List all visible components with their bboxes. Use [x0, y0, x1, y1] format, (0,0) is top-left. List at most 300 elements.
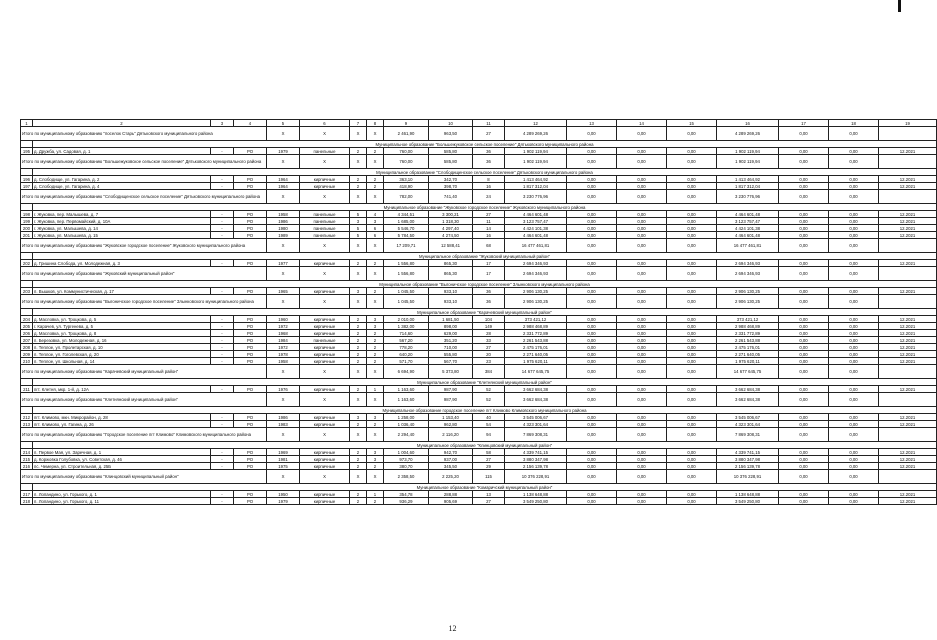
table-cell: 418,90 [384, 183, 429, 190]
table-row [21, 260, 937, 267]
table-cell: - [211, 414, 234, 421]
table-cell: 12.2021 [879, 337, 937, 344]
table-cell: 0,00 [567, 190, 617, 204]
table-cell: 0,00 [617, 358, 667, 365]
table-cell: РО [234, 176, 267, 183]
table-cell: 2 [350, 316, 367, 323]
table-cell: 0,00 [567, 176, 617, 183]
table-cell: 2 [350, 183, 367, 190]
table-cell: 0,00 [779, 211, 829, 218]
table-cell: X [267, 295, 300, 309]
table-cell: 0,00 [667, 337, 717, 344]
subtotal-label: Итого по муниципальному образованию "Карачевский муниципальный район" [21, 365, 267, 379]
table-cell: 1 382,00 [384, 323, 429, 330]
table-cell: 2 [367, 183, 384, 190]
column-number-cell: 8 [367, 120, 384, 127]
table-cell: 933,10 [429, 288, 473, 295]
table-cell: 0,00 [567, 239, 617, 253]
table-cell: 0,00 [829, 463, 879, 470]
table-cell: - [211, 288, 234, 295]
table-cell: 962,80 [429, 421, 473, 428]
table-cell: 1969 [267, 449, 300, 456]
table-cell: - [211, 358, 234, 365]
table-cell: 0,00 [829, 498, 879, 505]
table-cell: 0,00 [779, 358, 829, 365]
table-cell: 3 230 776,96 [505, 190, 567, 204]
table-cell: 0,00 [829, 414, 879, 421]
table-cell [879, 239, 937, 253]
table-cell: 12.2021 [879, 323, 937, 330]
table-cell: 2 358,50 [384, 470, 429, 484]
table-cell: кирпичные [300, 288, 350, 295]
table-cell: 0,00 [617, 337, 667, 344]
table-cell: 380,70 [384, 463, 429, 470]
column-number-cell: 1 [21, 120, 33, 127]
table-row [21, 498, 937, 505]
table-cell: 2 906 130,25 [505, 288, 567, 295]
table-cell: 2 694 346,93 [717, 260, 779, 267]
table-cell: 351,20 [429, 337, 473, 344]
table-cell: 0,00 [829, 260, 879, 267]
table-cell: 0,00 [617, 456, 667, 463]
table-cell: 0,00 [667, 456, 717, 463]
table-cell: 2 225,20 [429, 470, 473, 484]
column-number-cell: 3 [211, 120, 234, 127]
table-cell: 1 902 119,94 [717, 155, 779, 169]
table-cell: РО [234, 316, 267, 323]
table-cell: 0,00 [617, 330, 667, 337]
table-cell: 288,88 [429, 491, 473, 498]
subtotal-row [21, 190, 937, 204]
table-cell: 2 [367, 498, 384, 505]
table-cell: X [300, 470, 350, 484]
table-cell: панельные [300, 211, 350, 218]
table-cell: 2 [350, 176, 367, 183]
table-cell: 0,00 [567, 155, 617, 169]
table-cell: 2 [367, 176, 384, 183]
table-cell: 865,30 [429, 267, 473, 281]
table-cell: 1964 [267, 183, 300, 190]
table-cell: 12.2021 [879, 260, 937, 267]
table-cell: - [211, 498, 234, 505]
table-cell: 0,00 [617, 148, 667, 155]
subtotal-label: Итого по муниципальному образованию "Клинцовский муниципальный район" [21, 470, 267, 484]
table-cell: 1 004,60 [384, 449, 429, 456]
table-cell: X [350, 470, 367, 484]
subtotal-label: Итого по муниципальному образованию "Клетнянский муниципальный район" [21, 393, 267, 407]
table-cell: 0,00 [667, 428, 717, 442]
table-row [21, 351, 937, 358]
table-cell: 0,00 [779, 351, 829, 358]
table-cell: 3 [350, 288, 367, 295]
table-cell: X [350, 295, 367, 309]
table-cell: 0,00 [829, 344, 879, 351]
subtotal-row [21, 470, 937, 484]
table-cell: 211 [21, 386, 33, 393]
table-cell: 1972 [267, 323, 300, 330]
table-cell: 0,00 [617, 190, 667, 204]
table-cell: 12.2021 [879, 456, 937, 463]
table-cell: 68 [473, 239, 505, 253]
table-cell: 1964 [267, 176, 300, 183]
table-cell: кирпичные [300, 491, 350, 498]
table-cell: 3 880 347,98 [717, 456, 779, 463]
table-cell: X [267, 267, 300, 281]
table-cell: кирпичные [300, 351, 350, 358]
table-cell: 0,00 [667, 190, 717, 204]
table-cell: 209 [21, 351, 33, 358]
table-cell: 0,00 [617, 421, 667, 428]
column-number-cell: 9 [384, 120, 429, 127]
table-cell: 1 817 312,04 [505, 183, 567, 190]
table-cell: X [367, 393, 384, 407]
table-cell: 710,00 [429, 344, 473, 351]
column-number-cell: 7 [350, 120, 367, 127]
table-cell: 0,00 [617, 323, 667, 330]
table-cell: 0,00 [567, 183, 617, 190]
table-cell: 1980 [267, 225, 300, 232]
table-cell: 12.2021 [879, 218, 937, 225]
table-cell: X [350, 190, 367, 204]
table-row [21, 456, 937, 463]
table-cell: 36 [473, 288, 505, 295]
table-cell: 1 163,60 [384, 393, 429, 407]
table-cell: 20 [473, 351, 505, 358]
table-cell: 0,00 [567, 393, 617, 407]
table-cell: 205 [21, 323, 33, 330]
column-number-cell: 17 [779, 120, 829, 127]
table-cell: 2 [350, 344, 367, 351]
table-cell: 0,00 [667, 330, 717, 337]
table-cell: 0,00 [779, 295, 829, 309]
table-cell: 1981 [267, 456, 300, 463]
table-cell: 1 975 620,11 [505, 358, 567, 365]
table-cell: 2 261 543,88 [505, 337, 567, 344]
table-cell: 6 [367, 225, 384, 232]
table-row [21, 232, 937, 239]
table-cell: 0,00 [779, 393, 829, 407]
table-cell: 4 323 301,64 [505, 421, 567, 428]
section-heading-row [21, 169, 937, 176]
table-cell: 17 [473, 260, 505, 267]
table-cell: 29 [473, 463, 505, 470]
table-cell: 2 906 130,25 [717, 295, 779, 309]
table-cell: 0,00 [617, 218, 667, 225]
table-cell: РО [234, 337, 267, 344]
table-cell: 10 376 228,91 [505, 470, 567, 484]
table-cell: 0,00 [829, 351, 879, 358]
table-cell: 373 421,12 [717, 316, 779, 323]
table-cell: 0,00 [829, 365, 879, 379]
table-cell: 3 [367, 323, 384, 330]
table-cell: кирпичные [300, 330, 350, 337]
table-cell: 2 [350, 449, 367, 456]
table-cell: 0,00 [617, 428, 667, 442]
table-cell: 0,00 [667, 421, 717, 428]
table-cell: 571,70 [384, 358, 429, 365]
table-cell: панельные [300, 232, 350, 239]
table-cell: 0,00 [667, 498, 717, 505]
table-cell: 204 [21, 316, 33, 323]
table-row [21, 288, 937, 295]
table-cell: 1958 [267, 211, 300, 218]
table-cell [879, 190, 937, 204]
table-cell: 28 [473, 330, 505, 337]
table-cell: X [350, 365, 367, 379]
table-cell: 567,70 [429, 358, 473, 365]
table-cell: 0,00 [829, 316, 879, 323]
table-cell: РО [234, 463, 267, 470]
table-cell: 2 [350, 386, 367, 393]
table-cell: 0,00 [779, 428, 829, 442]
table-cell: 0,00 [779, 267, 829, 281]
table-cell: 1 556,80 [384, 260, 429, 267]
column-number-cell: 12 [505, 120, 567, 127]
table-cell: 714,60 [384, 330, 429, 337]
table-cell [21, 281, 33, 288]
table-cell: 0,00 [567, 218, 617, 225]
table-cell: 0,00 [617, 414, 667, 421]
table-cell: 0,00 [779, 148, 829, 155]
address-cell: д. Слободище, ул. Гагарина, д. 2 [33, 176, 211, 183]
table-cell: 2 [350, 351, 367, 358]
address-cell: пс. Чемерна, ул. Строительная, д. 25Б [33, 463, 211, 470]
subtotal-label: Итого по муниципальному образованию "Жуковский муниципальный район" [21, 267, 267, 281]
table-cell: 0,00 [567, 386, 617, 393]
table-cell: 0,00 [567, 358, 617, 365]
table-cell: 1975 [267, 463, 300, 470]
table-cell: кирпичные [300, 358, 350, 365]
table-cell: - [211, 449, 234, 456]
table-cell: 4 [367, 211, 384, 218]
table-cell: 2 461,90 [384, 127, 429, 141]
table-cell: - [211, 386, 234, 393]
table-cell: 27 [473, 127, 505, 141]
table-cell: 2 [350, 456, 367, 463]
table-cell: 1 036,40 [384, 421, 429, 428]
table-cell: 5 373,80 [429, 365, 473, 379]
column-number-cell: 15 [667, 120, 717, 127]
table-cell: - [211, 344, 234, 351]
table-cell: 2 [350, 491, 367, 498]
table-cell: 33 [473, 337, 505, 344]
table-cell: РО [234, 344, 267, 351]
table-cell: - [211, 323, 234, 330]
table-cell: 0,00 [779, 491, 829, 498]
table-cell: 0,00 [829, 470, 879, 484]
table-cell: 0,00 [779, 449, 829, 456]
table-cell: 0,00 [617, 176, 667, 183]
table-cell: 0,00 [667, 386, 717, 393]
address-cell: г. Жуковка, пер. Малышева, д. 7 [33, 211, 211, 218]
table-cell: 555,80 [429, 351, 473, 358]
table-cell: 973,70 [384, 456, 429, 463]
section-heading: Муниципальное образование "Клетнянский муниципальный район" [33, 379, 937, 386]
table-cell: 760,00 [384, 148, 429, 155]
table-cell: 3 549 250,80 [717, 498, 779, 505]
table-cell: 942,70 [429, 449, 473, 456]
table-cell: 5 [350, 211, 367, 218]
table-cell: 1986 [267, 414, 300, 421]
table-cell: 354,78 [384, 491, 429, 498]
table-cell: 12.2021 [879, 183, 937, 190]
table-cell: - [211, 260, 234, 267]
table-cell: 0,00 [617, 463, 667, 470]
column-number-cell: 13 [567, 120, 617, 127]
table-cell: 213 [21, 421, 33, 428]
table-cell: 384 [473, 365, 505, 379]
table-cell: 4 289 269,26 [505, 127, 567, 141]
table-cell: X [367, 127, 384, 141]
table-cell: 0,00 [667, 127, 717, 141]
table-cell: 12.2021 [879, 449, 937, 456]
table-cell: РО [234, 260, 267, 267]
table-cell: 0,00 [779, 421, 829, 428]
table-cell: 2 [367, 463, 384, 470]
table-cell: 0,00 [667, 211, 717, 218]
column-number-row [21, 120, 937, 127]
table-cell: - [211, 463, 234, 470]
table-cell: 0,00 [667, 176, 717, 183]
table-cell: 0,00 [779, 337, 829, 344]
table-cell: 200 [21, 225, 33, 232]
table-cell: кирпичные [300, 463, 350, 470]
table-cell: 0,00 [779, 456, 829, 463]
table-cell: 2 [367, 351, 384, 358]
table-cell: 27 [473, 456, 505, 463]
table-cell: 3 300,21 [429, 211, 473, 218]
table-cell: 0,00 [667, 218, 717, 225]
address-cell: п. Березовка, ул. Молодежная, д. 16 [33, 337, 211, 344]
table-cell [21, 484, 33, 491]
table-cell: 40 [473, 414, 505, 421]
table-cell: 1979 [267, 148, 300, 155]
address-cell: д. Гришина Слобода, ул. Молодежная, д. 3 [33, 260, 211, 267]
table-cell [21, 379, 33, 386]
table-cell: 0,00 [567, 456, 617, 463]
table-cell: 987,90 [429, 386, 473, 393]
table-cell: 14 677 645,75 [505, 365, 567, 379]
table-cell: 2 261 543,88 [717, 337, 779, 344]
table-cell: 905,69 [429, 498, 473, 505]
table-cell: X [300, 393, 350, 407]
section-heading: Муниципальное образование "Жуковский муниципальный район" [33, 253, 937, 260]
table-cell: - [211, 176, 234, 183]
table-cell: 0,00 [617, 155, 667, 169]
table-cell: 1 138 648,88 [717, 491, 779, 498]
address-cell: п. Лопандино, ул. Горького, д. 11 [33, 498, 211, 505]
table-cell: 14 677 645,75 [717, 365, 779, 379]
table-cell: 0,00 [779, 239, 829, 253]
table-cell: 3 662 684,38 [505, 386, 567, 393]
table-cell: 898,00 [429, 323, 473, 330]
table-cell: 0,00 [567, 316, 617, 323]
table-cell: X [350, 393, 367, 407]
table-cell: 0,00 [667, 491, 717, 498]
table-cell: - [211, 337, 234, 344]
subtotal-row [21, 428, 937, 442]
address-cell: пгт. Клетня, мкр. 1-й, д. 12А [33, 386, 211, 393]
table-cell: 2 [367, 330, 384, 337]
table-cell: 0,00 [667, 414, 717, 421]
table-cell: 12.2021 [879, 498, 937, 505]
table-cell: 0,00 [567, 463, 617, 470]
table-cell: 0,00 [617, 267, 667, 281]
table-cell: 0,00 [567, 267, 617, 281]
table-cell: 0,00 [667, 351, 717, 358]
table-row [21, 225, 937, 232]
table-cell: 0,00 [779, 218, 829, 225]
table-cell: 0,00 [617, 316, 667, 323]
subtotal-label: Итого по муниципальному образованию "Жуковское городское поселение" Жуковского муниципального района [21, 239, 267, 253]
table-cell: 0,00 [667, 267, 717, 281]
table-cell: 0,00 [567, 295, 617, 309]
table-cell: 4 323 301,64 [717, 421, 779, 428]
table-cell: 0,00 [617, 449, 667, 456]
table-cell: X [350, 155, 367, 169]
table-cell: 0,00 [567, 365, 617, 379]
table-cell: 760,00 [384, 155, 429, 169]
table-cell: 1978 [267, 351, 300, 358]
table-cell: 2 [367, 260, 384, 267]
table-cell: 0,00 [829, 155, 879, 169]
table-row [21, 176, 937, 183]
table-cell: 4 339 741,15 [505, 449, 567, 456]
table-cell [21, 407, 33, 414]
table-cell: 36 [473, 295, 505, 309]
table-cell: панельные [300, 218, 350, 225]
table-cell: 0,00 [829, 295, 879, 309]
table-cell: 12.2021 [879, 351, 937, 358]
table-cell: X [267, 239, 300, 253]
table-row [21, 218, 937, 225]
table-cell: 2 [350, 323, 367, 330]
table-cell: 1972 [267, 344, 300, 351]
table-cell: кирпичные [300, 183, 350, 190]
table-cell: 2 331 772,89 [717, 330, 779, 337]
corner-mark [898, 0, 901, 12]
table-cell: 0,00 [667, 463, 717, 470]
page-number: 12 [448, 624, 457, 633]
table-cell: X [300, 239, 350, 253]
table-cell: 2 010,00 [384, 316, 429, 323]
table-cell: 0,00 [829, 456, 879, 463]
table-cell: 216 [21, 463, 33, 470]
table-cell: РО [234, 498, 267, 505]
table-cell: кирпичные [300, 176, 350, 183]
table-cell: 210 [21, 358, 33, 365]
table-cell: X [300, 127, 350, 141]
table-row [21, 183, 937, 190]
table-cell: 398,70 [429, 183, 473, 190]
table-cell: 0,00 [617, 260, 667, 267]
table-cell: панельные [300, 148, 350, 155]
section-heading: Муниципальное образование "Слободищенское сельское поселение" Дятьковского муниципального района [33, 169, 937, 176]
table-cell [879, 155, 937, 169]
table-cell: 1 [367, 386, 384, 393]
table-cell [21, 253, 33, 260]
table-cell: 1989 [267, 232, 300, 239]
section-heading-row [21, 309, 937, 316]
table-cell: 12.2021 [879, 344, 937, 351]
table-cell: 0,00 [667, 239, 717, 253]
column-number-cell: 6 [300, 120, 350, 127]
table-cell: 2 906 130,25 [717, 288, 779, 295]
table-cell: 7 869 308,31 [505, 428, 567, 442]
table-cell: РО [234, 358, 267, 365]
table-cell: 0,00 [567, 288, 617, 295]
table-cell: 1965 [267, 288, 300, 295]
